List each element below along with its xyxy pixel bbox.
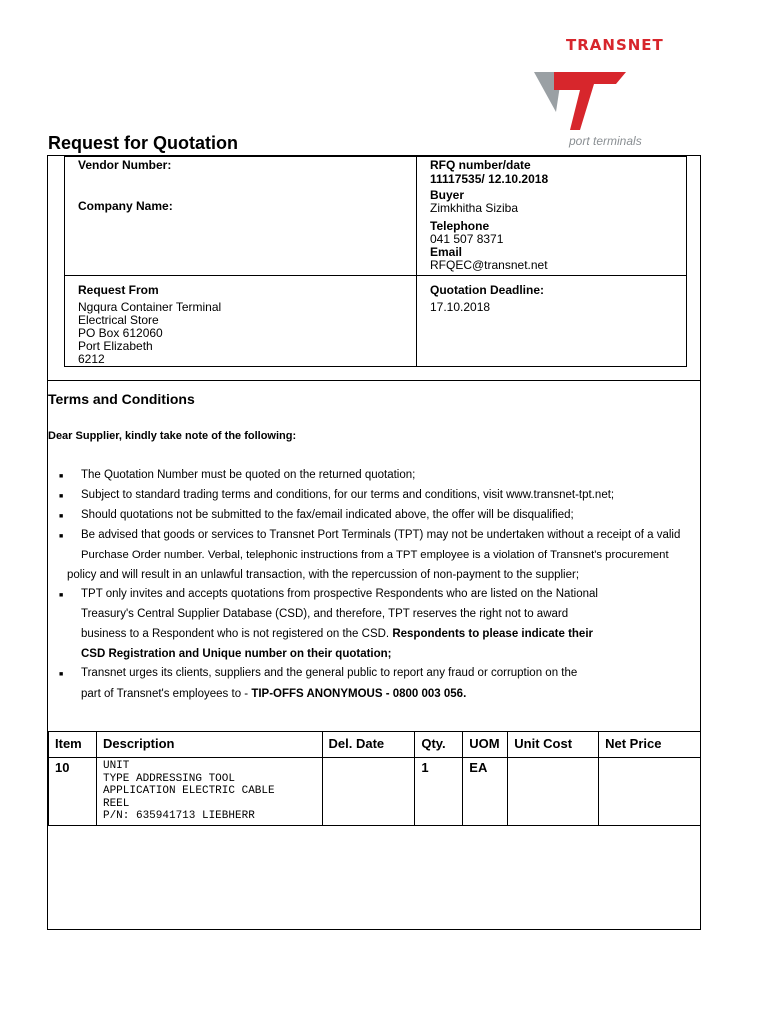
address-line: Ngqura Container Terminal [78,300,222,314]
term-emphasis: Respondents to please indicate their [392,628,593,640]
col-qty: Qty. [415,732,463,758]
bullet-icon: ■ [59,592,64,599]
terms-title: Terms and Conditions [48,391,195,407]
description-line: UNIT [102,760,130,772]
description-line: P/N: 635941713 LIEBHERR [102,810,255,822]
item-unit-cost [508,758,599,826]
terms-intro: Dear Supplier, kindly take note of the following: [48,430,297,442]
rfq-label: RFQ number/date [430,158,531,172]
table-row [49,758,701,826]
term-text: part of Transnet's employees to - [81,688,252,700]
email-value: RFQEC@transnet.net [430,258,548,272]
telephone-value: 041 507 8371 [430,232,504,246]
description-line: APPLICATION ELECTRIC CABLE [102,785,275,797]
bullet-icon: ■ [59,513,64,520]
address-line: 6212 [78,352,105,366]
term-line: Transnet urges its clients, suppliers and the general public to report any fraud or corruption on the [81,667,578,679]
email-label: Email [430,245,463,259]
col-unit-cost: Unit Cost [508,732,599,758]
page-title: Request for Quotation [48,133,238,153]
brand-division: port terminals [569,134,642,148]
bullet-icon: ■ [59,671,64,678]
term-line: The Quotation Number must be quoted on the returned quotation; [81,469,416,481]
address-line: Port Elizabeth [78,339,153,353]
bullet-icon: ■ [59,493,64,500]
item-del-date [322,758,415,826]
item-number: 10 [49,758,97,826]
term-line: Treasury's Central Supplier Database (CSD), and therefore, TPT reserves the right not to award [81,608,569,620]
description-line: TYPE ADDRESSING TOOL [102,772,235,785]
term-line: Be advised that goods or services to Transnet Port Terminals (TPT) may not be undertaken without a receipt of a valid [81,529,681,541]
company-name-label: Company Name: [78,199,173,213]
term-line: Subject to standard trading terms and conditions, for our terms and conditions, visit www.transnet-tpt.net; [81,489,615,501]
term-line: policy and will result in an unlawful transaction, with the repercussion of non-payment to the supplier; [67,569,580,581]
item-net-price [599,758,701,826]
col-item: Item [49,732,97,758]
transnet-logo-icon [534,70,634,132]
item-description [96,758,322,826]
rfq-value: 11117535/ 12.10.2018 [430,172,549,186]
items-table [48,731,701,826]
deadline-label: Quotation Deadline: [430,283,544,297]
term-line: CSD Registration and Unique number on their quotation; [81,648,392,660]
table-header-row [49,732,701,758]
buyer-value: Zimkhitha Siziba [430,201,519,215]
item-qty: 1 [415,758,463,826]
term-line [81,628,593,640]
term-line [81,688,466,700]
telephone-label: Telephone [430,219,490,233]
address-line: Electrical Store [78,313,159,327]
vendor-number-label: Vendor Number: [78,158,172,172]
logo-red-shape [554,72,626,130]
brand-wordmark: TRANSNET [566,36,664,54]
bullet-icon: ■ [59,533,64,540]
col-net-price: Net Price [599,732,701,758]
header-column-divider [416,157,417,366]
deadline-value: 17.10.2018 [430,300,491,314]
bullet-icon: ■ [59,473,64,480]
term-line: TPT only invites and accepts quotations from prospective Respondents who are listed on the National [81,588,598,600]
col-description: Description [96,732,322,758]
item-uom: EA [463,758,508,826]
tip-offs-hotline: TIP-OFFS ANONYMOUS - 0800 003 056. [251,688,467,700]
header-row-divider [65,275,686,276]
description-line: REEL [102,797,130,810]
request-from-label: Request From [78,283,159,297]
buyer-label: Buyer [430,188,465,202]
term-line: Purchase Order number. Verbal, telephonic instructions from a TPT employee is a violation of Transnet's procurement [81,549,669,561]
term-line: Should quotations not be submitted to the fax/email indicated above, the offer will be disqualified; [81,509,574,521]
terms-divider [47,380,701,381]
col-del-date: Del. Date [322,732,415,758]
col-uom: UOM [463,732,508,758]
address-line: PO Box 612060 [78,326,163,340]
term-text: business to a Respondent who is not registered on the CSD. [81,628,393,640]
